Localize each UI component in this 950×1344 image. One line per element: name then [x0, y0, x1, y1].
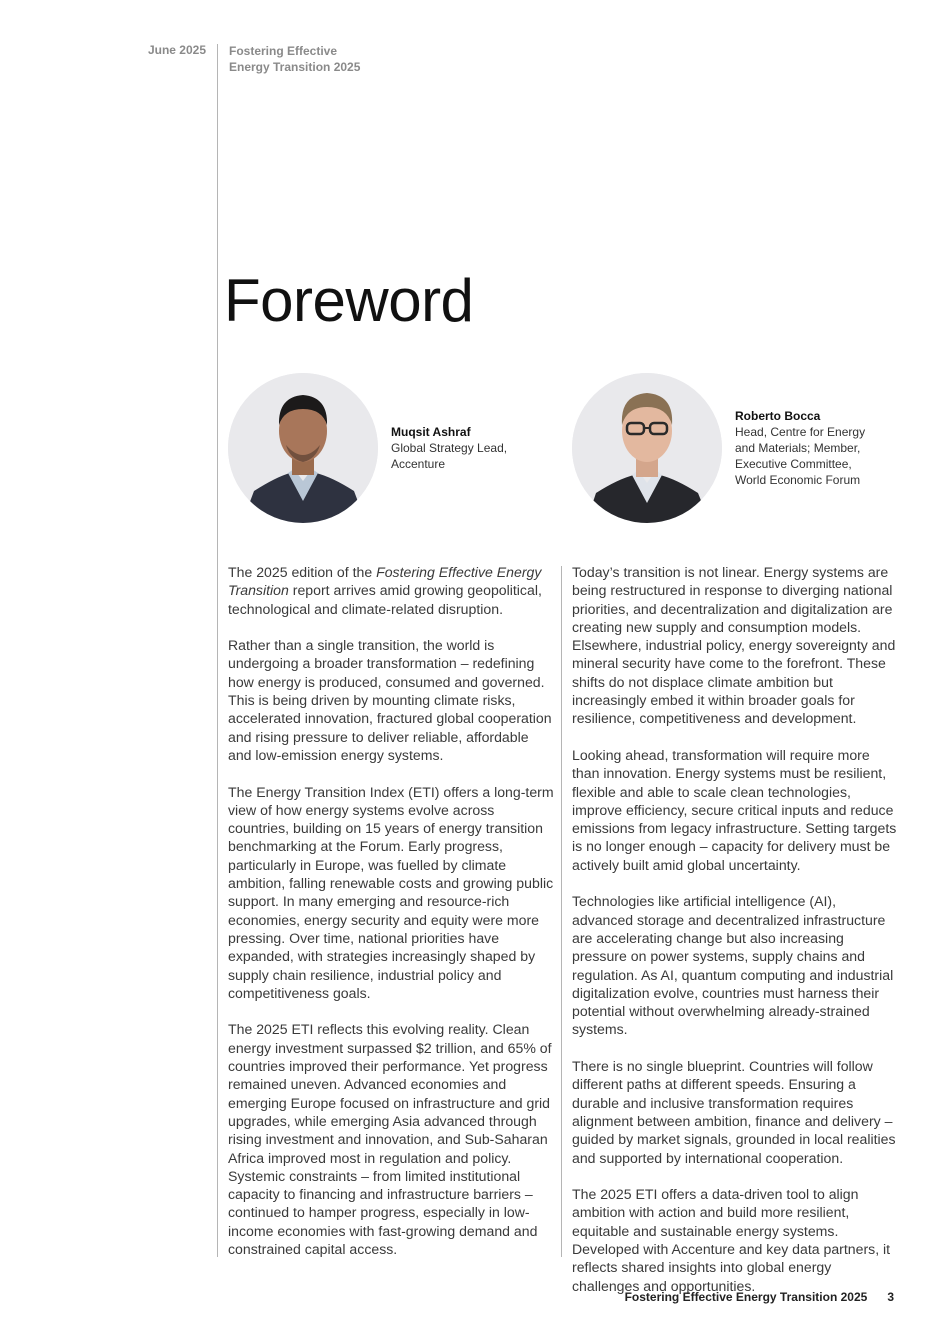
- right-column: [572, 563, 898, 1313]
- paragraph: The 2025 ETI offers a data-driven tool to align ambition with action and build more resilient, equitable and sustainable energy systems. Developed with Accenture and key data partners, it reflects shared insights into global energy challenges and opportunities.: [572, 1186, 891, 1294]
- person-role: Global Strategy Lead, Accenture: [391, 441, 508, 471]
- paragraph: [228, 563, 554, 618]
- person-name: Roberto Bocca: [735, 409, 821, 423]
- person-role: Head, Centre for Energy and Materials; Member, Executive Committee, World Economic Forum: [735, 425, 866, 487]
- person-name: Muqsit Ashraf: [391, 425, 471, 439]
- footer-title: Fostering Effective Energy Transition 2025: [624, 1290, 868, 1304]
- page-footer: [625, 1290, 894, 1304]
- header-report-title: [229, 43, 360, 75]
- paragraph: Today’s transition is not linear. Energy systems are being restructured in response to diverging national priorities, and decentralization and digitalization are creating new supply and consumption models. Elsewhere, industrial policy, energy sovereignty and mineral security have come to the forefront. These shifts do not displace climate ambition but increasingly embed it within broader goals for resilience, competitiveness and development.: [572, 564, 896, 727]
- portrait-muqsit-ashraf: [228, 373, 378, 523]
- header-title-line1: Fostering Effective: [229, 44, 338, 58]
- paragraph: There is no single blueprint. Countries will follow different paths at different speeds. Ensuring a durable and inclusive transformation requires alignment between ambition, finance and delivery – guided by market signals, grounded in local realities and supported by international cooperation.: [572, 1058, 896, 1166]
- vertical-divider: [217, 44, 218, 1257]
- header-title-line2: Energy Transition 2025: [229, 60, 361, 74]
- paragraph: Rather than a single transition, the world is undergoing a broader transformation – redefining how energy is produced, consumed and governed. This is being driven by mounting climate risks, accelerated innovation, fractured global cooperation and rising pressure to deliver reliable, affordable and low-emission energy systems.: [228, 637, 552, 763]
- paragraph: Looking ahead, transformation will require more than innovation. Energy systems must be resilient, flexible and able to scale clean technologies, improve efficiency, secure critical inputs and reduce emissions from legacy infrastructure. Setting targets is no longer enough – capacity for delivery must be actively built amid global uncertainty.: [572, 746, 897, 873]
- report-title-italic: Fostering Effective Energy Transition: [228, 564, 542, 599]
- paragraph: Technologies like artificial intelligence (AI), advanced storage and decentralized infrastructure are accelerating change but also increasing pressure on power systems, supply chains and regulation. As AI, quantum computing and industrial digitalization evolve, countries must harness their potential without overwhelming already-strained systems.: [572, 893, 894, 1038]
- paragraph: The 2025 ETI reflects this evolving reality. Clean energy investment surpassed $2 trillion, and 65% of countries improved their performance. Yet progress remained uneven. Advanced economies and emerging Europe focused on infrastructure and grid upgrades, while emerging Asia advanced through rising investment and innovation, and Sub-Saharan Africa improved most in regulation and policy. Systemic constraints – from limited institutional capacity to financing and infrastructure barriers – continued to hamper progress, especially in low-income economies with fast-growing demand and constrained capital access.: [228, 1021, 552, 1257]
- page-number: 3: [887, 1290, 894, 1304]
- header-date: June 2025: [147, 43, 206, 57]
- person-card-muqsit-ashraf: [391, 424, 507, 472]
- paragraph: The Energy Transition Index (ETI) offers a long-term view of how energy systems evolve across countries, building on 15 years of energy transition benchmarking at the Forum. Early progress, particularly in Europe, was fuelled by climate ambition, falling renewable costs and growing public support. In many emerging and resource-rich economies, energy security and equity were more pressing. Over time, national priorities have expanded, with strategies increasingly shaped by supply chain resilience, industrial policy and competitiveness goals.: [228, 783, 554, 1001]
- page-title: Foreword: [224, 267, 474, 334]
- column-divider: [561, 566, 562, 1257]
- left-column: [228, 563, 554, 1277]
- paragraph-text: The 2025 edition of the: [228, 564, 377, 580]
- portrait-roberto-bocca: [572, 373, 722, 523]
- paragraph-text: report arrives amid growing geopolitical, technological and climate-related disruption.: [228, 582, 542, 617]
- person-card-roberto-bocca: [735, 408, 865, 488]
